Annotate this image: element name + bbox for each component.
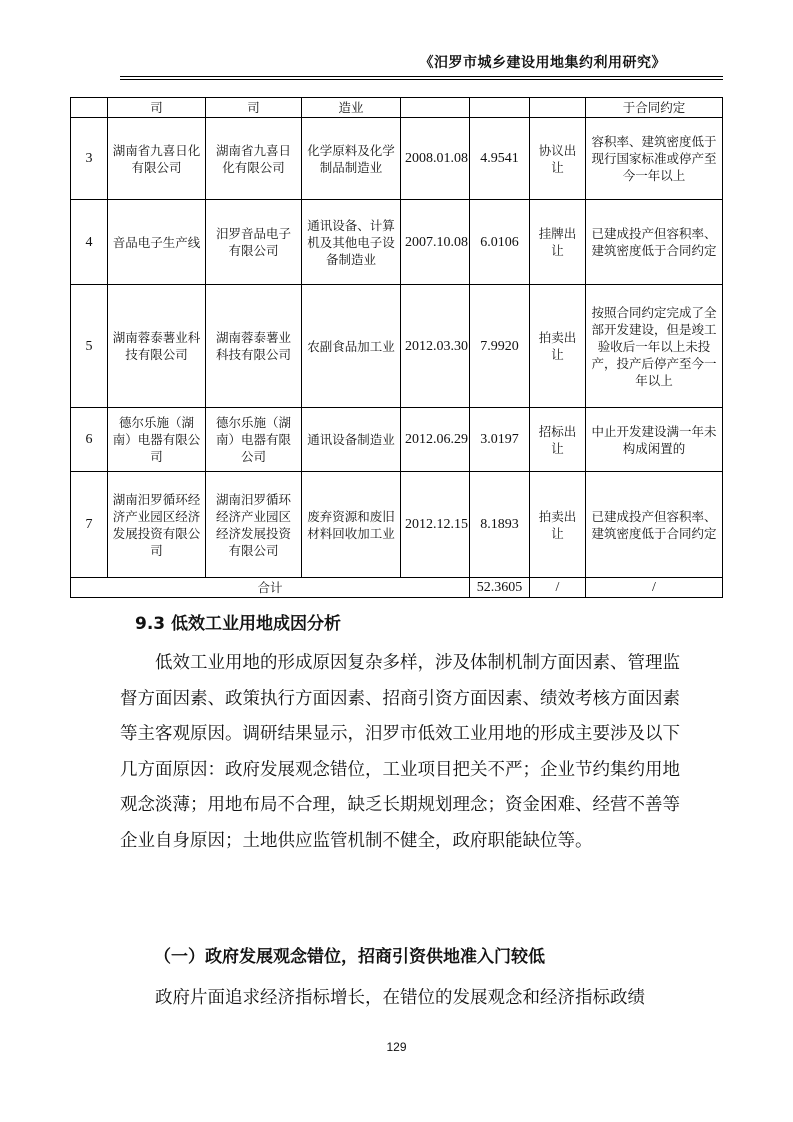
table-cell-method: 拍卖出让 [530, 472, 586, 578]
table-row [71, 200, 723, 285]
table-cell-index: 7 [71, 472, 108, 578]
table-cell-method: 协议出让 [530, 118, 586, 200]
low-efficiency-land-table [70, 97, 723, 598]
table-cell-status: 已建成投产但容积率、建筑密度低于合同约定 [586, 472, 723, 578]
table-cell-index: 4 [71, 200, 108, 285]
table-cell-date: 2008.01.08 [401, 118, 470, 200]
table-cell-method: 挂牌出让 [530, 200, 586, 285]
table-cell: 造业 [302, 98, 401, 118]
table-cell: 于合同约定 [586, 98, 723, 118]
table-cell-project: 湖南省九喜日化有限公司 [108, 118, 206, 200]
body-paragraph: 低效工业用地的形成原因复杂多样，涉及体制机制方面因素、管理监督方面因素、政策执行方面因素、招商引资方面因素、绩效考核方面因素等主客观原因。调研结果显示，汨罗市低效工业用地的形成主要涉及以下几方面原因：政府发展观念错位，工业项目把关不严；企业节约集约用地观念淡薄；用地布局不合理，缺乏长期规划理念；资金困难、经营不善等企业自身原因；土地供应监管机制不健全，政府职能缺位等。 [120, 653, 680, 851]
table-cell: 司 [108, 98, 206, 118]
table-cell-area: 7.9920 [470, 285, 530, 408]
table-cell-status: 中止开发建设满一年未构成闲置的 [586, 408, 723, 472]
table-cell-industry: 农副食品加工业 [302, 285, 401, 408]
table-cell-owner: 湖南汨罗循环经济产业园区经济发展投资有限公司 [206, 472, 302, 578]
table-cell-date: 2012.06.29 [401, 408, 470, 472]
table-cell-status: 按照合同约定完成了全部开发建设，但是竣工验收后一年以上未投产，投产后停产至今一年以上 [586, 285, 723, 408]
table-total-label: 合计 [71, 578, 470, 598]
table-cell-industry: 通讯设备制造业 [302, 408, 401, 472]
table-cell-status: 已建成投产但容积率、建筑密度低于合同约定 [586, 200, 723, 285]
header-rule-thick [120, 76, 723, 77]
table-cell-date: 2012.12.15 [401, 472, 470, 578]
table-cell-project: 湖南蓉泰薯业科技有限公司 [108, 285, 206, 408]
table-total-method: / [530, 578, 586, 598]
table-cell-project: 湖南汨罗循环经济产业园区经济发展投资有限公司 [108, 472, 206, 578]
table-row-continuation [71, 98, 723, 118]
table-cell-owner: 湖南蓉泰薯业科技有限公司 [206, 285, 302, 408]
table-cell-area: 4.9541 [470, 118, 530, 200]
table-row-total [71, 578, 723, 598]
table-cell-industry: 废弃资源和废旧材料回收加工业 [302, 472, 401, 578]
table-cell-owner: 德尔乐施（湖南）电器有限公司 [206, 408, 302, 472]
table-cell [530, 98, 586, 118]
table-cell-index: 6 [71, 408, 108, 472]
table-cell-project: 音品电子生产线 [108, 200, 206, 285]
table-cell-project: 德尔乐施（湖南）电器有限公司 [108, 408, 206, 472]
table-cell-index: 3 [71, 118, 108, 200]
table-row [71, 472, 723, 578]
body-paragraph-continued: 政府片面追求经济指标增长，在错位的发展观念和经济指标政绩 [155, 988, 645, 1008]
table-cell-index: 5 [71, 285, 108, 408]
subsection-heading: （一）政府发展观念错位，招商引资供地准入门较低 [154, 947, 545, 967]
table-cell-industry: 化学原料及化学制品制造业 [302, 118, 401, 200]
table-cell-owner: 汨罗音品电子有限公司 [206, 200, 302, 285]
table-cell-area: 3.0197 [470, 408, 530, 472]
table-row [71, 118, 723, 200]
header-rule-thin [120, 79, 723, 80]
table-cell-area: 8.1893 [470, 472, 530, 578]
table-cell-date: 2012.03.30 [401, 285, 470, 408]
table-cell-area: 6.0106 [470, 200, 530, 285]
table-row [71, 408, 723, 472]
table-row [71, 285, 723, 408]
page-number: 129 [386, 1040, 407, 1054]
table-cell [71, 98, 108, 118]
table-total-note: / [586, 578, 723, 598]
table-cell-method: 招标出让 [530, 408, 586, 472]
table-total-area: 52.3605 [470, 578, 530, 598]
table-cell [401, 98, 470, 118]
document-header-title: 《汨罗市城乡建设用地集约利用研究》 [419, 55, 666, 71]
section-heading: 9.3 低效工业用地成因分析 [135, 614, 342, 634]
table-cell: 司 [206, 98, 302, 118]
table-cell-owner: 湖南省九喜日化有限公司 [206, 118, 302, 200]
table-cell-date: 2007.10.08 [401, 200, 470, 285]
table-cell [470, 98, 530, 118]
table-cell-method: 拍卖出让 [530, 285, 586, 408]
table-cell-industry: 通讯设备、计算机及其他电子设备制造业 [302, 200, 401, 285]
table-cell-status: 容积率、建筑密度低于现行国家标准或停产至今一年以上 [586, 118, 723, 200]
